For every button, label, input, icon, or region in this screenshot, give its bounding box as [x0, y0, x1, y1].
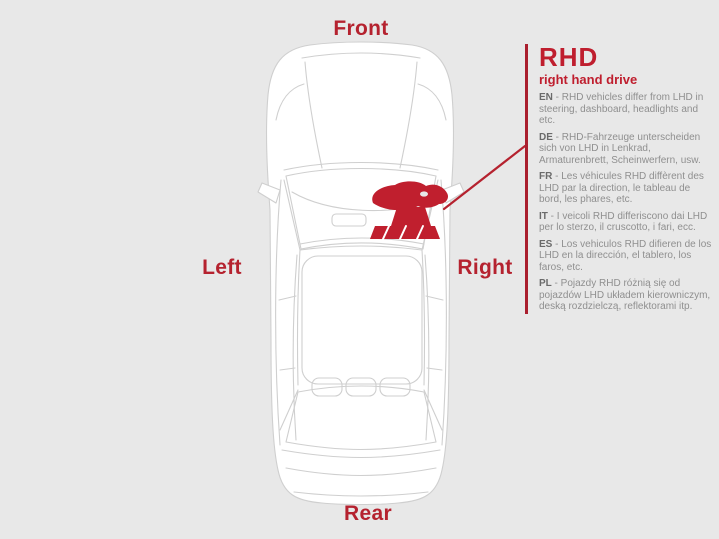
- language-entry-en: [539, 92, 713, 127]
- car-body-outline: [267, 42, 454, 505]
- language-text: RHD vehicles differ from LHD in steering, dashboard, headlights and etc.: [539, 92, 704, 126]
- language-code: PL: [539, 278, 552, 289]
- separator: -: [552, 238, 562, 250]
- language-code: DE: [539, 131, 553, 143]
- language-entry-es: [539, 239, 713, 274]
- separator: -: [552, 131, 562, 143]
- separator: -: [547, 210, 557, 222]
- language-text: I veicoli RHD differiscono dai LHD per lo sterzo, il cruscotto, i fari, ecc.: [539, 210, 708, 233]
- language-code: IT: [539, 210, 548, 222]
- panel-title: RHD: [539, 42, 599, 72]
- label-front: Front: [333, 17, 389, 40]
- label-right: Right: [457, 256, 513, 279]
- separator: -: [552, 92, 562, 103]
- label-rear: Rear: [344, 502, 392, 525]
- language-entry-fr: [539, 171, 713, 206]
- rhd-panel: [525, 44, 713, 314]
- language-entry-pl: [539, 278, 713, 313]
- leader-line: [444, 146, 525, 209]
- language-code: EN: [539, 92, 553, 103]
- language-code: ES: [539, 238, 553, 250]
- language-text: Les véhicules RHD diffèrent des LHD par la direction, le tableau de bord, les phares, etc.: [539, 171, 704, 205]
- language-entry-it: [539, 211, 713, 234]
- language-text: Los vehiculos RHD difieren de los LHD en la dirección, el tablero, los faros, etc.: [539, 238, 712, 273]
- panel-subtitle: right hand drive: [539, 72, 638, 87]
- label-left: Left: [202, 256, 242, 279]
- separator: -: [552, 171, 562, 182]
- language-text: RHD-Fahrzeuge unterscheiden sich von LHD in Lenkrad, Armaturenbrett, Scheinwerfern, usw.: [539, 131, 701, 166]
- language-entry-de: [539, 132, 713, 167]
- language-text: Pojazdy RHD różnią się od pojazdów LHD układem kierowniczym, deską rozdzielczą, reflektorami itp.: [539, 278, 711, 312]
- language-code: FR: [539, 171, 553, 182]
- separator: -: [551, 278, 561, 289]
